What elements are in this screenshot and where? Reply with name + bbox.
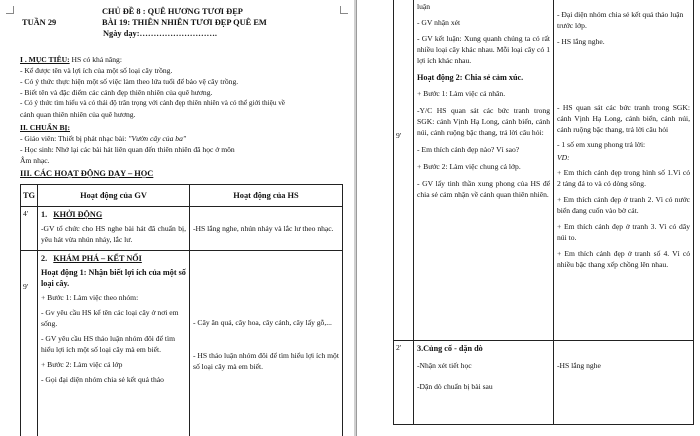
student-text: - Cây ăn quả, cây hoa, cây cảnh, cây lấy gỗ,...: [193, 318, 332, 327]
topic-title: CHỦ ĐỀ 8 : QUÊ HƯƠNG TƯƠI ĐẸP: [102, 7, 243, 16]
student-cell: [554, 341, 694, 425]
table-row: [394, 0, 694, 341]
objective-item: - Có ý thức thực hiện một số việc làm theo lứa tuổi để bảo vệ cây trồng.: [20, 77, 239, 86]
teacher-text: - GV lấy tinh thần xung phong của HS để chia sẻ cảm nhận về cảnh quan thiên nhiên.: [417, 179, 550, 199]
teacher-cell: [38, 207, 190, 251]
student-answer: + Em thích cảnh đẹp ở tranh 2. Vì có nước biển đang cuốn vào bờ cát.: [557, 195, 690, 215]
teacher-text: luận: [417, 2, 431, 11]
teaching-date: Ngày dạy:……………………….: [103, 29, 217, 38]
table-row: [21, 251, 343, 436]
teacher-text: - GV kết luận: Xung quanh chúng ta có rất nhiều loại cây khác nhau. Mỗi loại cây có 1 lợi ích khác nhau.: [417, 34, 550, 65]
objectives-intro: HS có khả năng:: [69, 55, 122, 64]
objective-item: - Có ý thức tìm hiểu và có thái độ trân trọng với cảnh đẹp thiên nhiên và có thể giới thiệu về: [20, 99, 285, 107]
objective-item: - Biết tên và đặc điểm các cảnh đẹp thiên nhiên của quê hương.: [20, 88, 213, 97]
time-cell: 4': [21, 207, 38, 251]
section-heading: I . MỤC TIÊU:: [20, 55, 70, 64]
table-row: [394, 341, 694, 425]
step-label: + Bước 2: Làm việc cả lớp: [41, 360, 123, 369]
song-title: "Vườn cây của ba": [128, 134, 187, 143]
preparation-section: [20, 122, 235, 166]
example-label: VD:: [557, 153, 570, 162]
teacher-cell: [414, 341, 554, 425]
step-label: + Bước 2: Làm việc chung cả lớp.: [417, 162, 521, 171]
teacher-text: - GV nhận xét: [417, 18, 461, 27]
section-heading: II. CHUẨN BỊ:: [20, 123, 70, 132]
prep-teacher: - Giáo viên: Thiết bị phát nhạc bài:: [20, 134, 129, 143]
time-cell: 2': [394, 341, 414, 425]
teacher-cell: [38, 251, 190, 436]
teacher-text: - GV yêu cầu HS thảo luận nhóm đôi để tìm hiểu lợi ích một số loại cây mà em biết.: [41, 334, 175, 354]
activity-title: Hoạt động 2: Chia sẻ cảm xúc.: [417, 73, 524, 82]
student-text: - HS thảo luận nhóm đôi để tìm hiểu lợi ích một số loại cây mà em biết.: [193, 351, 339, 371]
col-header-student: Hoạt động của HS: [190, 185, 343, 207]
student-answer: + Em thích cảnh đẹp ở tranh 3. Vì có dãy núi to.: [557, 222, 690, 242]
teacher-cell: [414, 0, 554, 341]
activity-title: Hoạt động 1: Nhận biết lợi ích của một số loại cây.: [41, 268, 186, 288]
student-answer: + Em thích cảnh đẹp ở tranh số 4. Vì có nhiều bậc thang xếp chồng lên nhau.: [557, 249, 690, 269]
activity-heading: 3.Củng cố - dặn dò: [417, 344, 483, 353]
student-answer: + Em thích cảnh đẹp trong hình số 1.Vì có 2 tảng đá to và có dòng sông.: [557, 168, 690, 188]
objectives-section: [20, 54, 285, 120]
student-text: - HS lắng nghe.: [557, 37, 605, 46]
col-header-teacher: Hoạt động của GV: [38, 185, 190, 207]
table-header-row: [21, 185, 343, 207]
student-text: - 1 số em xung phong trả lời:: [557, 140, 646, 149]
prep-student: Âm nhạc.: [20, 156, 50, 165]
teacher-text: - Gv yêu cầu HS kể tên các loại cây ở nơi em sống.: [41, 308, 179, 328]
step-label: + Bước 1: Làm việc cá nhân.: [417, 89, 506, 98]
student-cell: [190, 251, 343, 436]
student-cell: [190, 207, 343, 251]
teacher-text: -Nhận xét tiết học: [417, 361, 472, 370]
crop-mark: [340, 6, 348, 14]
time-cell: [394, 0, 414, 341]
teacher-text: - Gọi đại diện nhóm chia sẻ kết quả thảo: [41, 375, 164, 384]
time-value: 9': [23, 282, 29, 291]
activity-heading: KHÁM PHÁ – KẾT NỐI: [53, 254, 142, 263]
student-text: - Đại diện nhóm chia sẻ kết quả thảo luận trước lớp.: [557, 10, 684, 30]
week-label: TUẦN 29: [22, 18, 57, 27]
teacher-text: -Dặn dò chuẩn bị bài sau: [417, 382, 493, 391]
student-cell: [554, 0, 694, 341]
activities-table: [20, 184, 343, 436]
student-text: -HS lắng nghe: [557, 361, 601, 370]
table-row: [21, 207, 343, 251]
student-text: - HS quan sát các bức tranh trong SGK: cảnh Vịnh Hạ Long, cảnh biển, cảnh núi, cảnh ruộng bậc thang, trả lời câu hỏi: [557, 103, 690, 134]
col-header-time: TG: [21, 185, 38, 207]
time-cell: [21, 251, 38, 436]
teacher-text: -GV tổ chức cho HS nghe bài hát đã chuẩn bị, yêu hát vừa nhún nhảy, lắc lư.: [41, 224, 186, 244]
activity-number: 2.: [41, 254, 48, 263]
teacher-text: - Em thích cảnh đẹp nào? Vì sao?: [417, 145, 520, 154]
objective-item: cảnh quan thiên nhiên của quê hương.: [20, 110, 136, 119]
activities-table-continued: [393, 0, 694, 425]
objective-item: - Kể được tên và lợi ích của một số loại cây trồng.: [20, 66, 173, 75]
student-text: -HS lắng nghe, nhún nhảy và lắc lư theo nhạc.: [193, 224, 334, 233]
section-heading: III. CÁC HOẠT ĐỘNG DẠY – HỌC: [20, 169, 154, 178]
document-page-right: [356, 0, 700, 436]
prep-student: - Học sinh: Nhớ lại các bài hát liên quan đến thiên nhiên đã học ở môn: [20, 145, 235, 154]
time-value: 9': [396, 131, 402, 140]
lesson-title: BÀI 19: THIÊN NHIÊN TƯƠI ĐẸP QUÊ EM: [102, 18, 267, 27]
crop-mark: [6, 6, 14, 14]
teacher-text: -Y/C HS quan sát các bức tranh trong SGK: cảnh Vịnh Hạ Long, cảnh biển, cảnh núi, cảnh ruộng bậc thang, trả lời câu hỏi:: [417, 106, 550, 137]
activity-heading: KHỞI ĐỘNG: [53, 210, 103, 219]
activity-number: 1.: [41, 210, 48, 219]
step-label: + Bước 1: Làm việc theo nhóm:: [41, 293, 139, 302]
